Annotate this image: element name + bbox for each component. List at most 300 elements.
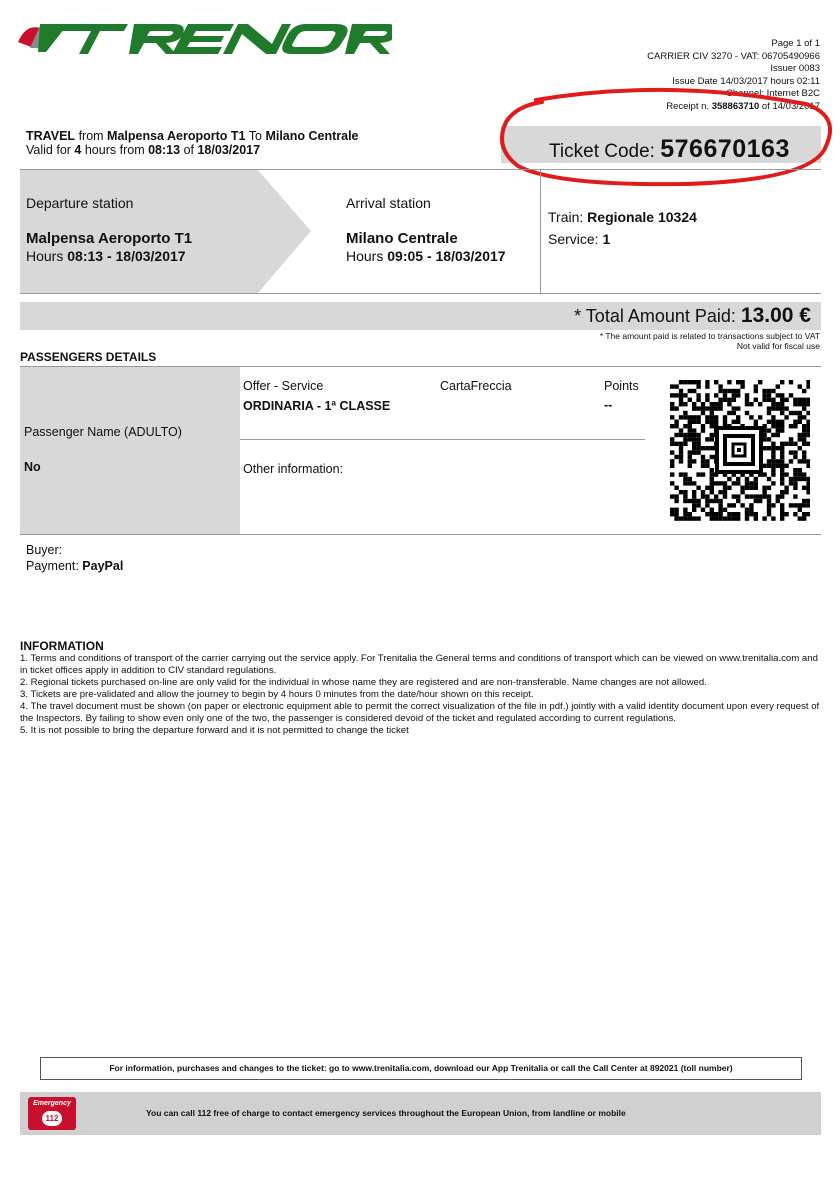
barcode-module: [688, 389, 692, 393]
barcode-module: [710, 424, 714, 428]
barcode-module: [710, 468, 714, 472]
barcode-module: [780, 442, 784, 446]
barcode-module: [793, 494, 797, 498]
travel-route: TRAVEL from Malpensa Aeroporto T1 To Milano Centrale: [26, 129, 359, 143]
barcode-module: [736, 481, 740, 485]
barcode-module: [776, 406, 780, 410]
barcode-module: [692, 503, 696, 507]
barcode-module: [705, 406, 709, 410]
barcode-module: [776, 420, 780, 424]
barcode-module: [723, 415, 727, 419]
barcode-module: [705, 464, 709, 468]
barcode-module: [793, 512, 797, 516]
barcode-module: [771, 464, 775, 468]
barcode-module: [710, 512, 714, 516]
barcode-module: [701, 446, 705, 450]
barcode-module: [679, 516, 683, 520]
barcode-module: [710, 472, 714, 476]
emergency-bar: [20, 1092, 821, 1135]
passenger-name-value: No: [24, 460, 41, 474]
barcode-module: [705, 503, 709, 507]
barcode-module: [780, 477, 784, 481]
barcode-module: [780, 420, 784, 424]
barcode-module: [732, 393, 736, 397]
receipt-info: Receipt n. 358863710 of 14/03/2017: [666, 100, 820, 112]
barcode-module: [718, 481, 722, 485]
barcode-module: [798, 508, 802, 512]
barcode-module: [754, 420, 758, 424]
barcode-module: [745, 398, 749, 402]
barcode-module: [688, 481, 692, 485]
barcode-module: [696, 433, 700, 437]
barcode-module: [802, 459, 806, 463]
barcode-module: [723, 486, 727, 490]
barcode-module: [793, 472, 797, 476]
barcode-module: [674, 499, 678, 503]
barcode-module: [789, 424, 793, 428]
barcode-module: [802, 442, 806, 446]
barcode-module: [767, 494, 771, 498]
barcode-module: [780, 446, 784, 450]
emergency-112-icon: [28, 1097, 76, 1130]
emergency-badge-number: 112: [42, 1111, 62, 1126]
barcode-module: [710, 433, 714, 437]
barcode-module: [776, 433, 780, 437]
barcode-module: [780, 455, 784, 459]
barcode-module: [696, 406, 700, 410]
barcode-module: [679, 398, 683, 402]
barcode-module: [793, 455, 797, 459]
departure-label: Departure station: [26, 195, 134, 211]
barcode-module: [696, 393, 700, 397]
barcode-module: [674, 420, 678, 424]
barcode-module: [679, 490, 683, 494]
barcode-module: [710, 477, 714, 481]
information-item-2: 2. Regional tickets purchased on-line are only valid for the individual in whose name they are registered and are non-transferable. Name changes are not allowed.: [20, 677, 707, 688]
barcode-module: [696, 380, 700, 384]
barcode-module: [692, 415, 696, 419]
barcode-module: [679, 393, 683, 397]
barcode-module: [771, 398, 775, 402]
barcode-module: [732, 481, 736, 485]
barcode-module: [802, 516, 806, 520]
issue-date: Issue Date 14/03/2017 hours 02:11: [672, 75, 820, 87]
barcode-module: [670, 415, 674, 419]
barcode-module: [674, 455, 678, 459]
barcode-module: [696, 384, 700, 388]
trenord-logo: [16, 14, 392, 62]
barcode-module: [784, 464, 788, 468]
barcode-module: [798, 415, 802, 419]
barcode-module: [798, 398, 802, 402]
barcode-module: [710, 446, 714, 450]
barcode-module: [780, 398, 784, 402]
barcode-module: [806, 398, 810, 402]
points-value: --: [604, 398, 613, 412]
barcode-module: [749, 508, 753, 512]
barcode-module: [780, 450, 784, 454]
carrier-info: CARRIER CIV 3270 - VAT: 06705490966: [647, 50, 820, 62]
barcode-module: [806, 499, 810, 503]
barcode-module: [727, 477, 731, 481]
barcode-module: [745, 516, 749, 520]
barcode-module: [802, 424, 806, 428]
barcode-module: [780, 459, 784, 463]
barcode-module: [670, 406, 674, 410]
barcode-module: [710, 516, 714, 520]
ticket-code-value: 576670163: [660, 135, 790, 163]
barcode-module: [718, 402, 722, 406]
barcode-module: [683, 499, 687, 503]
barcode-module: [771, 402, 775, 406]
barcode-module: [776, 446, 780, 450]
ticket-code: Ticket Code: 576670163: [549, 135, 790, 163]
barcode-module: [806, 442, 810, 446]
barcode-module: [754, 477, 758, 481]
barcode-module: [705, 459, 709, 463]
barcode-module: [762, 472, 766, 476]
barcode-module: [692, 406, 696, 410]
barcode-module: [701, 494, 705, 498]
barcode-module: [723, 481, 727, 485]
barcode-module: [793, 481, 797, 485]
barcode-module: [732, 406, 736, 410]
barcode-module: [674, 494, 678, 498]
barcode-module: [732, 512, 736, 516]
barcode-module: [714, 516, 718, 520]
barcode-module: [798, 468, 802, 472]
service-info: Service: 1: [548, 231, 611, 247]
barcode-module: [710, 415, 714, 419]
barcode-module: [806, 411, 810, 415]
barcode-module: [771, 389, 775, 393]
barcode-module: [767, 406, 771, 410]
barcode-module: [749, 486, 753, 490]
barcode-module: [771, 516, 775, 520]
barcode-module: [710, 455, 714, 459]
barcode-module: [780, 503, 784, 507]
information-item-1: 1. Terms and conditions of transport of the carrier carrying out the service apply. For Trenitalia the General terms and conditions of transport which can be viewed on www.trenitalia.com and in ticket offices apply in addition to CIV standard regulations.: [20, 653, 818, 676]
passenger-panel: [20, 367, 240, 534]
barcode-module: [727, 512, 731, 516]
barcode-module: [674, 512, 678, 516]
barcode-module: [692, 508, 696, 512]
barcode-module: [710, 508, 714, 512]
barcode-module: [793, 402, 797, 406]
barcode-module: [683, 393, 687, 397]
barcode-module: [740, 486, 744, 490]
barcode-module: [714, 499, 718, 503]
barcode-module: [767, 389, 771, 393]
information-section: [20, 639, 820, 737]
barcode-module: [718, 499, 722, 503]
barcode-module: [798, 437, 802, 441]
total-amount: * Total Amount Paid: 13.00 €: [574, 304, 811, 327]
issuer-info: Issuer 0083: [770, 63, 820, 74]
barcode-module: [776, 494, 780, 498]
barcode-module: [776, 428, 780, 432]
barcode-module: [688, 499, 692, 503]
barcode-module: [723, 490, 727, 494]
barcode-module: [802, 402, 806, 406]
barcode-module: [670, 508, 674, 512]
barcode-module: [771, 472, 775, 476]
barcode-module: [802, 433, 806, 437]
receipt-number: 358863710: [711, 100, 760, 112]
information-item-4: 4. The travel document must be shown (on paper or electronic equipment able to permit the correct visualization of the file in pdf.) jointly with a valid identity document upon every request of the Inspectors. By failing to show even only one of the two, the passenger is considered devoid of the ticket and regulated according to current regulations.: [20, 701, 820, 724]
barcode-module: [692, 420, 696, 424]
barcode-module: [784, 442, 788, 446]
barcode-module: [749, 512, 753, 516]
barcode-module: [714, 402, 718, 406]
information-title: INFORMATION: [20, 639, 104, 653]
barcode-module: [798, 459, 802, 463]
barcode-module: [714, 494, 718, 498]
barcode-module: [710, 406, 714, 410]
barcode-module: [670, 464, 674, 468]
barcode-module: [767, 411, 771, 415]
vat-note: * The amount paid is related to transactions subject to VAT Not valid for fiscal use: [599, 331, 820, 351]
barcode-module: [762, 428, 766, 432]
barcode-module: [718, 490, 722, 494]
barcode-module: [798, 420, 802, 424]
barcode-module: [701, 455, 705, 459]
barcode-module: [767, 508, 771, 512]
barcode-module: [705, 512, 709, 516]
barcode-module: [802, 472, 806, 476]
information-item-3: 3. Tickets are pre-validated and allow the journey to begin by 4 hours 0 minutes from the date/hour shown on this receipt.: [20, 689, 534, 700]
barcode-module: [767, 477, 771, 481]
barcode-module: [754, 481, 758, 485]
barcode-module: [789, 481, 793, 485]
barcode-module: [683, 415, 687, 419]
barcode-module: [802, 415, 806, 419]
barcode-module: [679, 450, 683, 454]
barcode-module: [688, 433, 692, 437]
barcode-module: [802, 512, 806, 516]
barcode-module: [723, 494, 727, 498]
barcode-module: [732, 398, 736, 402]
barcode-module: [688, 512, 692, 516]
footer-info-box: For information, purchases and changes to the ticket: go to www.trenitalia.com, download our App Trenitalia or call the Call Center at 892021 (toll number): [40, 1057, 802, 1080]
divider-vertical: [540, 170, 541, 293]
barcode-module: [705, 380, 709, 384]
departure-time: Hours 08:13 - 18/03/2017: [26, 248, 186, 264]
barcode-module: [683, 490, 687, 494]
barcode-module: [674, 406, 678, 410]
barcode-module: [701, 459, 705, 463]
barcode-module: [727, 389, 731, 393]
barcode-module: [736, 516, 740, 520]
barcode-module: [688, 450, 692, 454]
barcode-module: [727, 486, 731, 490]
barcode-module: [758, 499, 762, 503]
barcode-module: [780, 411, 784, 415]
barcode-module: [683, 433, 687, 437]
barcode-module: [674, 433, 678, 437]
barcode-module: [692, 380, 696, 384]
barcode-module: [754, 499, 758, 503]
barcode-module: [701, 402, 705, 406]
barcode-module: [670, 384, 674, 388]
barcode-module: [705, 384, 709, 388]
barcode-module: [705, 437, 709, 441]
barcode-module: [696, 398, 700, 402]
barcode-module: [802, 503, 806, 507]
barcode-module: [701, 406, 705, 410]
barcode-module: [793, 477, 797, 481]
divider-bottom: [20, 293, 821, 294]
barcode-module: [683, 472, 687, 476]
barcode-module: [683, 481, 687, 485]
trenord-logo-icon: [16, 14, 392, 62]
barcode-module: [670, 402, 674, 406]
barcode-module: [793, 420, 797, 424]
barcode-module: [714, 512, 718, 516]
barcode-module: [736, 406, 740, 410]
barcode-module: [771, 406, 775, 410]
barcode-module: [806, 433, 810, 437]
barcode-module: [798, 433, 802, 437]
barcode-module: [771, 446, 775, 450]
barcode-module: [701, 464, 705, 468]
barcode-module: [723, 420, 727, 424]
barcode-module: [692, 494, 696, 498]
barcode-module: [767, 437, 771, 441]
barcode-module: [776, 499, 780, 503]
barcode-module: [674, 384, 678, 388]
barcode-module: [696, 486, 700, 490]
barcode-module: [798, 384, 802, 388]
barcode-module: [705, 446, 709, 450]
barcode-module: [784, 415, 788, 419]
barcode-module: [736, 494, 740, 498]
barcode-module: [793, 398, 797, 402]
barcode-module: [745, 512, 749, 516]
barcode-module: [736, 420, 740, 424]
barcode-module: [736, 380, 740, 384]
barcode-module: [754, 512, 758, 516]
barcode-module: [767, 393, 771, 397]
barcode-module: [793, 486, 797, 490]
barcode-module: [780, 402, 784, 406]
barcode-module: [718, 508, 722, 512]
barcode-module: [692, 446, 696, 450]
barcode-module: [670, 512, 674, 516]
departure-station-name: Malpensa Aeroporto T1: [26, 230, 193, 247]
emergency-badge-label: Emergency: [33, 1100, 71, 1107]
barcode-module: [714, 406, 718, 410]
arrival-time: Hours 09:05 - 18/03/2017: [346, 248, 506, 264]
barcode-module: [683, 516, 687, 520]
barcode-module: [740, 490, 744, 494]
barcode-module: [732, 503, 736, 507]
barcode-module: [771, 450, 775, 454]
barcode-module: [718, 512, 722, 516]
barcode-module: [767, 428, 771, 432]
barcode-module: [688, 477, 692, 481]
barcode-module: [679, 389, 683, 393]
barcode-module: [784, 486, 788, 490]
barcode-module: [780, 406, 784, 410]
barcode-module: [740, 384, 744, 388]
barcode-module: [806, 402, 810, 406]
payment-info: Payment: PayPal: [26, 559, 124, 573]
barcode-module: [745, 508, 749, 512]
barcode-module: [692, 459, 696, 463]
barcode-module: [670, 437, 674, 441]
barcode-module: [806, 464, 810, 468]
barcode-module: [688, 516, 692, 520]
barcode-module: [688, 437, 692, 441]
barcode-module: [762, 398, 766, 402]
barcode-module: [762, 486, 766, 490]
barcode-module: [802, 486, 806, 490]
barcode-module: [749, 494, 753, 498]
barcode-module: [780, 380, 784, 384]
barcode-module: [714, 393, 718, 397]
total-amount-bar: [20, 302, 821, 330]
barcode-module: [701, 490, 705, 494]
arrival-label: Arrival station: [346, 195, 431, 211]
barcode-module: [679, 415, 683, 419]
barcode-module: [780, 428, 784, 432]
barcode-module: [771, 503, 775, 507]
barcode-module: [696, 437, 700, 441]
barcode-module: [771, 420, 775, 424]
barcode-module: [776, 459, 780, 463]
barcode-module: [727, 516, 731, 520]
barcode-module: [732, 411, 736, 415]
barcode-module: [798, 402, 802, 406]
barcode-module: [710, 437, 714, 441]
barcode-module: [736, 477, 740, 481]
barcode-module: [710, 486, 714, 490]
barcode-module: [806, 486, 810, 490]
barcode-module: [688, 428, 692, 432]
barcode-module: [780, 516, 784, 520]
barcode-module: [674, 508, 678, 512]
barcode-module: [784, 490, 788, 494]
barcode-module: [710, 411, 714, 415]
barcode-module: [771, 415, 775, 419]
barcode-module: [802, 477, 806, 481]
barcode-module: [798, 472, 802, 476]
barcode-module: [688, 464, 692, 468]
barcode-module: [727, 402, 731, 406]
barcode-module: [692, 516, 696, 520]
travel-summary: [26, 129, 359, 157]
barcode-module: [789, 411, 793, 415]
barcode-module: [718, 398, 722, 402]
barcode-module: [705, 420, 709, 424]
barcode-module: [710, 481, 714, 485]
barcode-module: [754, 516, 758, 520]
barcode-module: [789, 437, 793, 441]
information-item-5: 5. It is not possible to bring the departure forward and it is not permitted to change the ticket: [20, 725, 409, 736]
barcode-module: [692, 481, 696, 485]
channel-info: Channel: Internet B2C: [725, 88, 820, 99]
barcode-module: [683, 477, 687, 481]
barcode-module: [780, 481, 784, 485]
passenger-name-label: Passenger Name (ADULTO): [24, 425, 182, 439]
barcode-module: [802, 455, 806, 459]
barcode-module: [754, 398, 758, 402]
barcode-module: [692, 499, 696, 503]
barcode-module: [688, 420, 692, 424]
barcode-module: [714, 415, 718, 419]
barcode-module: [727, 398, 731, 402]
